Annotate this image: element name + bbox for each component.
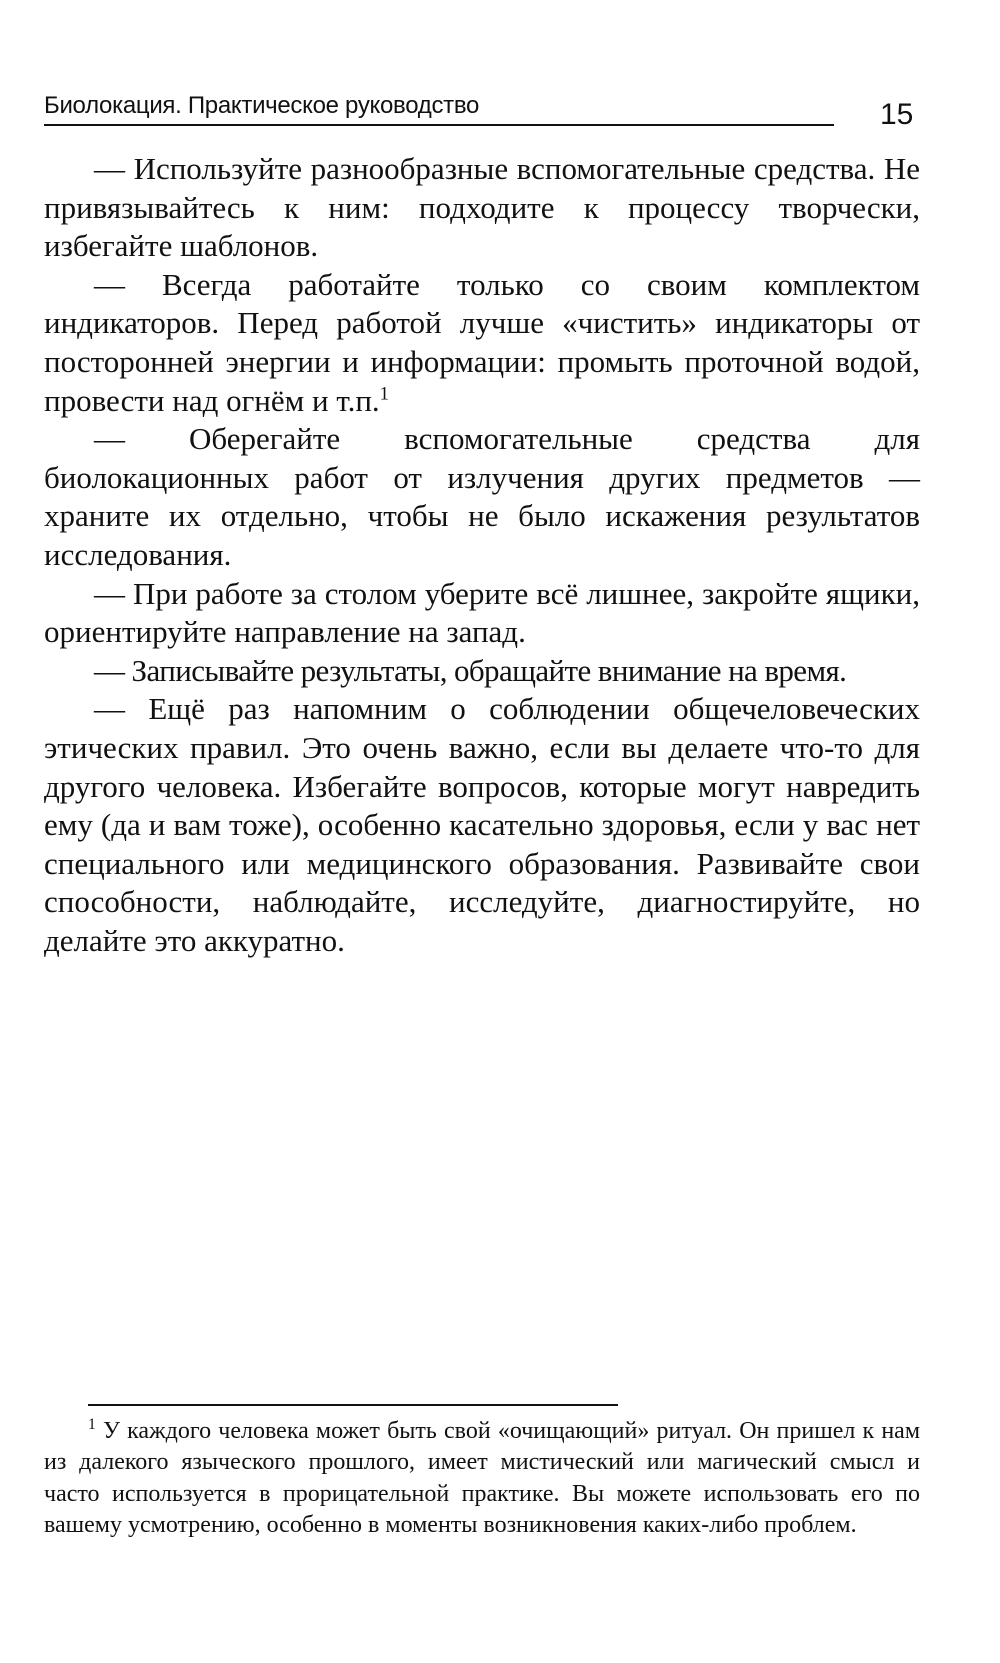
paragraph: — При работе за столом уберите всё лишнее, закройте ящики, ориентируйте направление на запад.	[44, 575, 920, 650]
footnote-reference: 1	[379, 383, 389, 405]
paragraph: — Ещё раз напомним о соблюдении общечеловеческих этических правил. Это очень важно, если вы делаете что-то для другого человека. Избегайте вопросов, которые могут навредить ему (да и вам тоже), особенно касательно здоровья, если у вас нет специального или медицинского образования. Развивайте свои способности, наблюдайте, исследуйте, диагностируйте, но делайте это аккуратно.	[44, 691, 920, 958]
paragraph-text: — Всегда работайте только со своим комплектом индикаторов. Перед работой лучше «чистить» индикаторы от посторонней энергии и информации: промыть проточной водой, провести над огнём и т.п.	[44, 266, 920, 418]
page-number: 15	[880, 98, 914, 131]
paragraph: — Используйте разнообразные вспомогательные средства. Не привязывайтесь к ним: подходите к процессу творчески, избегайте шаблонов.	[44, 151, 920, 264]
running-title: Биолокация. Практическое руководство	[44, 92, 834, 126]
paragraph: — Оберегайте вспомогательные средства для биолокационных работ от излучения других предметов — храните их отдельно, чтобы не было искажения результатов исследования.	[44, 421, 920, 572]
footnote-divider	[88, 1404, 618, 1406]
footnote	[44, 1416, 920, 1542]
footnote-text: У каждого человека может быть свой «очищающий» ритуал. Он пришел к нам из далекого языческого прошлого, имеет мистический или магический смысл и часто используется в прорицательной практике. Вы можете использовать его по вашему усмотрению, особенно в моменты возникновения каких-либо проблем.	[44, 1418, 921, 1539]
paragraph: — Записывайте результаты, обращайте внимание на время.	[94, 652, 847, 688]
main-text	[44, 150, 920, 960]
footnote-marker: 1	[88, 1416, 96, 1433]
paragraph	[44, 266, 920, 420]
